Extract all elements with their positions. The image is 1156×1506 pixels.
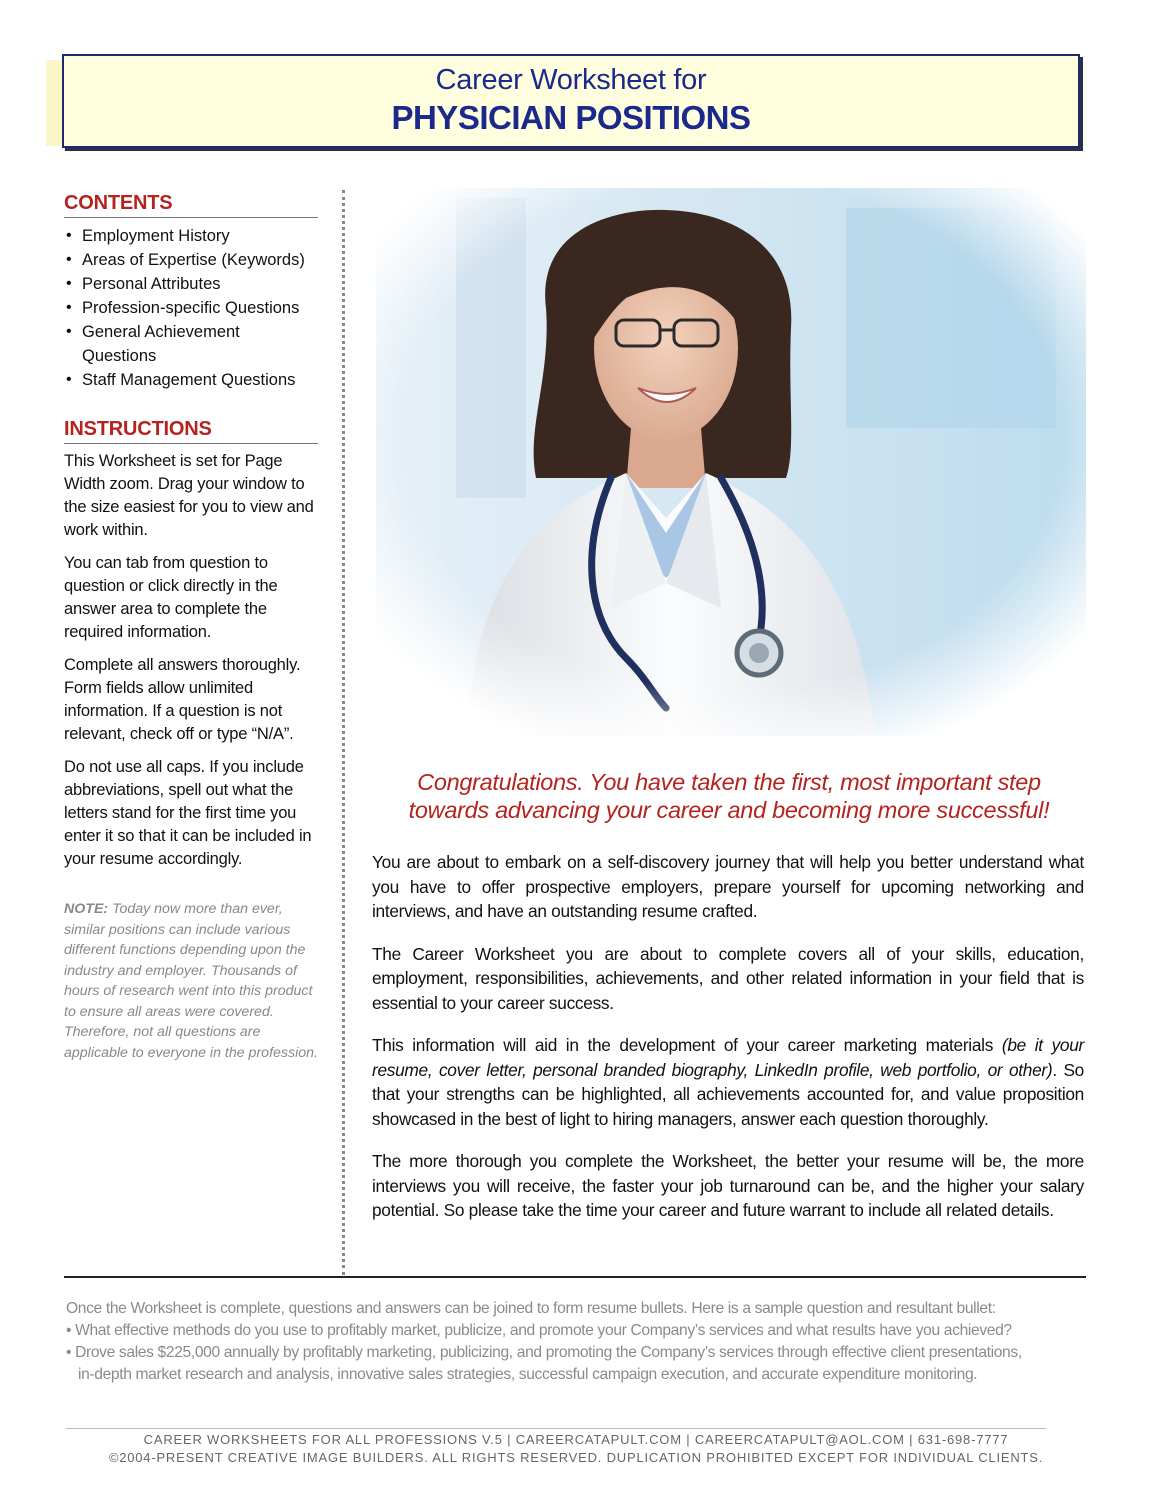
congrats-line-2: towards advancing your career and becoming more successful! xyxy=(408,797,1050,823)
contents-item-employment-history: • Employment History xyxy=(64,224,318,248)
body-text: . So that your strengths can be highlighted, all achievements accounted for, and value proposition showcased in the best of light to hiring managers, answer each question thoroughly. xyxy=(372,1059,1084,1129)
instruction-paragraph: You can tab from question to question or click directly in the answer area to complete the required information. xyxy=(64,554,278,641)
instruction-paragraph: Do not use all caps. If you include abbreviations, spell out what the letters stand for the first time you enter it so that it can be included in your resume accordingly. xyxy=(64,758,312,868)
body-italic-text: (be it your resume, cover letter, personal branded biography, LinkedIn profile, web portfolio, or other) xyxy=(372,1035,1084,1080)
congratulations-message xyxy=(372,768,1086,824)
intro-body xyxy=(372,850,1084,1241)
body-paragraph xyxy=(372,1033,1084,1131)
title-line-1: Career Worksheet for xyxy=(435,64,707,96)
footer-line-2: ©2004-PRESENT CREATIVE IMAGE BUILDERS. ALL RIGHTS RESERVED. DUPLICATION PROHIBITED EXCEPT FOR INDIVIDUAL CLIENTS. xyxy=(108,1450,1044,1465)
contents-item-staff-management: • Staff Management Questions xyxy=(64,368,318,392)
contents-list xyxy=(64,224,318,392)
sample-bullet-line-1: • Drove sales $225,000 annually by profitably marketing, publicizing, and promoting the Company’s services through effective client presentations, xyxy=(66,1344,1022,1361)
sample-bullet-section xyxy=(66,1298,1096,1386)
doctor-photo xyxy=(376,188,1086,736)
body-paragraph: The Career Worksheet you are about to complete covers all of your skills, education, employment, responsibilities, achievements, and other related information in your field that is essential to your career success. xyxy=(372,943,1084,1013)
body-paragraph: The more thorough you complete the Worksheet, the better your resume will be, the more interviews you will receive, the faster your job turnaround can be, and the higher your salary potential. So please take the time your career and future warrant to include all related details. xyxy=(372,1151,1084,1220)
footer xyxy=(66,1431,1086,1467)
column-divider xyxy=(342,190,345,1275)
contents-item-personal-attributes: • Personal Attributes xyxy=(64,272,318,296)
contents-heading: CONTENTS xyxy=(64,192,318,218)
body-text: This information will aid in the development of your career marketing materials xyxy=(372,1035,1002,1055)
footer-line-1: CAREER WORKSHEETS FOR ALL PROFESSIONS V.5 | CAREERCATAPULT.COM | CAREERCATAPULT@AOL.COM | 631-698-7777 xyxy=(143,1432,1009,1447)
note-block xyxy=(64,899,318,1063)
left-sidebar xyxy=(64,192,318,1063)
title-banner xyxy=(62,54,1080,148)
title-line-2: PHYSICIAN POSITIONS xyxy=(391,99,751,136)
footer-divider xyxy=(66,1428,1046,1429)
congrats-line-1: Congratulations. You have taken the first, most important step xyxy=(417,769,1041,795)
contents-item-areas-of-expertise: • Areas of Expertise (Keywords) xyxy=(64,248,318,272)
section-divider xyxy=(64,1276,1086,1278)
instruction-paragraph: Complete all answers thoroughly. Form fields allow unlimited information. If a question is not relevant, check off or type “N/A”. xyxy=(64,656,301,743)
contents-item-profession-questions: • Profession-specific Questions xyxy=(64,296,318,320)
sample-question: • What effective methods do you use to profitably market, publicize, and promote your Company’s services and what results have you achieved? xyxy=(66,1322,1012,1339)
note-label: NOTE: xyxy=(64,901,109,917)
instruction-paragraph: This Worksheet is set for Page Width zoom. Drag your window to the size easiest for you to view and work within. xyxy=(64,452,314,539)
body-paragraph: You are about to embark on a self-discovery journey that will help you better understand what you have to offer prospective employers, prepare yourself for upcoming networking and interviews, and have an outstanding resume crafted. xyxy=(372,852,1084,921)
contents-item-achievement-questions: • General Achievement Questions xyxy=(64,320,318,368)
instructions-heading: INSTRUCTIONS xyxy=(64,418,318,444)
sample-bullet-line-2: in-depth market research and analysis, innovative sales strategies, successful campaign execution, and accurate expenditure monitoring. xyxy=(78,1366,978,1383)
note-text: Today now more than ever, similar positions can include various different functions depending upon the industry and employer. Thousands of hours of research went into this product to ensure all areas were covered. Therefore, not all questions are applicable to everyone in the profession. xyxy=(64,901,318,1061)
sample-intro: Once the Worksheet is complete, questions and answers can be joined to form resume bullets. Here is a sample question and resultant bullet: xyxy=(66,1300,996,1317)
instructions-text xyxy=(64,450,318,871)
